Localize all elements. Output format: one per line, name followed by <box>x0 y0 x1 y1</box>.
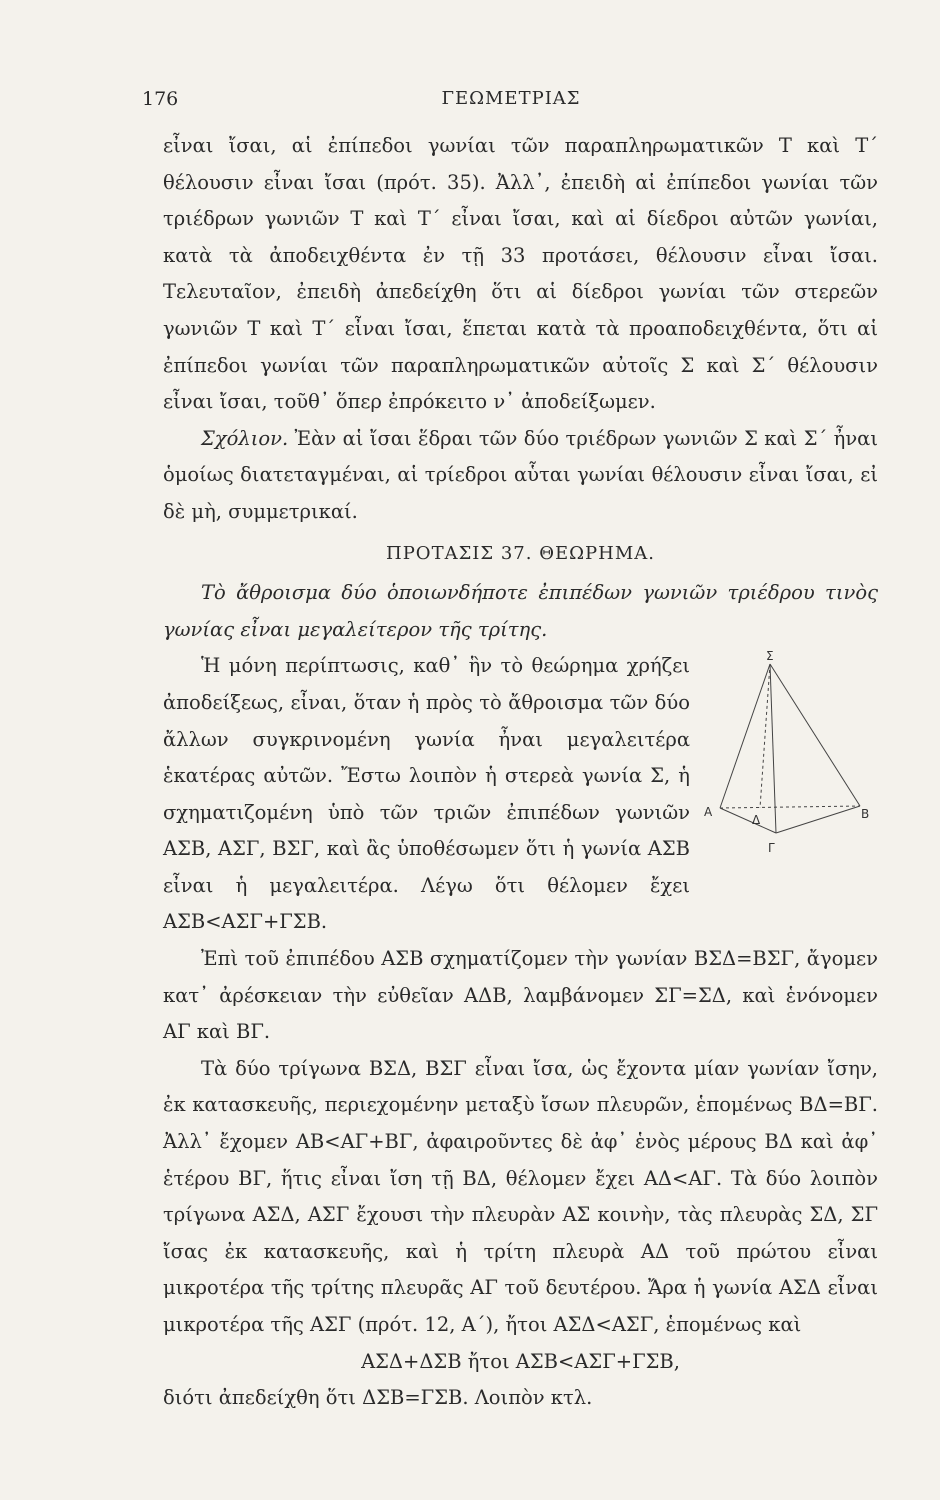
theorem-statement: Τὸ ἄθροισμα δύο ὁποιωνδήποτε ἐπιπέδων γωνιῶν τριέδρου τινὸς γωνίας εἶναι μεγαλείτερον τῆς τρίτης. <box>163 581 878 641</box>
scholion-text: Ἐὰν αἱ ἴσαι ἕδραι τῶν δύο τριέδρων γωνιῶν Σ καὶ Σ΄ ἦναι ὁμοίως διατεταγμέναι, αἱ τρίεδροι αὗται γωνίαι θέλουσιν εἶναι ἴσαι, εἰ δὲ μὴ, συμμετρικαί. <box>163 426 878 523</box>
label-b: Β <box>861 807 870 822</box>
formula-line: ΑΣΔ+ΔΣΒ ἤτοι ΑΣΒ<ΑΣΓ+ΓΣΒ, <box>361 1349 680 1373</box>
scholion-paragraph <box>163 421 878 531</box>
edge-sd <box>760 664 770 808</box>
running-title: ΓΕΩΜΕΤΡΙΑΣ <box>441 88 581 109</box>
scholion-label: Σχόλιον. <box>201 426 289 450</box>
paragraph-proof-conclusion: εἶναι ἴσαι, αἱ ἐπίπεδοι γωνίαι τῶν παραπληρωματικῶν Τ καὶ Τ΄ θέλουσιν εἶναι ἴσαι (πρότ. 35). Ἀλλ᾿, ἐπειδὴ αἱ ἐπίπεδοι γωνίαι τῶν τριέδρων γωνιῶν Τ καὶ Τ΄ εἶναι ἴσαι, καὶ αἱ δίεδροι αὐτῶν γωνίαι, κατὰ τὰ ἀποδειχθέντα ἐν τῇ 33 προτάσει, θέλουσιν εἶναι ἴσαι. Τελευταῖον, ἐπειδὴ ἀπεδείχθη ὅτι αἱ δίεδροι γωνίαι τῶν στερεῶν γωνιῶν Τ καὶ Τ΄ εἶναι ἴσαι, ἕπεται κατὰ τὰ προαποδειχθέντα, ὅτι αἱ ἐπίπεδοι γωνίαι τῶν παραπληρωματικῶν αὐτοῖς Σ καὶ Σ΄ θέλουσιν εἶναι ἴσαι, τοῦθ᾿ ὅπερ ἐπρόκειτο ν᾿ ἀποδείξωμεν. <box>163 134 878 414</box>
label-apex: Σ <box>766 649 774 664</box>
pyramid-figure <box>698 648 878 868</box>
edge-adb <box>720 806 860 808</box>
edge-ag <box>720 808 776 833</box>
body-text <box>163 128 878 1417</box>
pyramid-diagram <box>698 648 878 868</box>
proof-with-figure <box>163 648 878 941</box>
label-a: Α <box>704 805 713 820</box>
edge-sa <box>720 664 770 808</box>
construction-paragraph: Ἐπὶ τοῦ ἐπιπέδου ΑΣΒ σχηματίζομεν τὴν γωνίαν ΒΣΔ=ΒΣΓ, ἄγομεν κατ᾿ ἀρέσκειαν τὴν εὐθεῖαν ΑΔΒ, λαμβάνομεν ΣΓ=ΣΔ, καὶ ἑνόνομεν ΑΓ καὶ ΒΓ. <box>163 947 878 1044</box>
page-header <box>142 88 880 118</box>
proof-paragraph: Τὰ δύο τρίγωνα ΒΣΔ, ΒΣΓ εἶναι ἴσα, ὡς ἔχοντα μίαν γωνίαν ἴσην, ἐκ κατασκευῆς, περιεχομένην μεταξὺ ἴσων πλευρῶν, ἑπομένως ΒΔ=ΒΓ. Ἀλλ᾿ ἔχομεν ΑΒ<ΑΓ+ΒΓ, ἀφαιροῦντες δὲ ἀφ᾿ ἑνὸς μέρους ΒΔ καὶ ἀφ᾿ ἑτέρου ΒΓ, ἥτις εἶναι ἴση τῇ ΒΔ, θέλομεν ἔχει ΑΔ<ΑΓ. Τὰ δύο λοιπὸν τρίγωνα ΑΣΔ, ΑΣΓ ἔχουσι τὴν πλευρὰν ΑΣ κοινὴν, τὰς πλευρὰς ΣΔ, ΣΓ ἴσας ἐκ κατασκευῆς, καὶ ἡ τρίτη πλευρὰ ΑΔ τοῦ πρώτου εἶναι μικροτέρα τῆς τρίτης πλευρᾶς ΑΓ τοῦ δευτέρου. Ἄρα ἡ γωνία ΑΣΔ εἶναι μικροτέρα τῆς ΑΣΓ (πρότ. 12, Α΄), ἤτοι ΑΣΔ<ΑΣΓ, ἑπομένως καὶ <box>163 1056 878 1336</box>
closing-line: διότι ἀπεδείχθη ὅτι ΔΣΒ=ΓΣΒ. Λοιπὸν κτλ. <box>163 1386 593 1410</box>
edge-gb <box>776 806 860 833</box>
page-number: 176 <box>142 88 179 110</box>
edge-sb <box>770 664 860 806</box>
label-d: Δ <box>752 813 761 828</box>
proposition-heading: ΠΡΟΤΑΣΙΣ 37. ΘΕΩΡΗΜΑ. <box>386 542 655 564</box>
label-g: Γ <box>768 841 775 856</box>
proof-setup-paragraph: Ἡ μόνη περίπτωσις, καθ᾿ ἣν τὸ θεώρημα χρήζει ἀποδείξεως, εἶναι, ὅταν ἡ πρὸς τὸ ἄθροισμα τῶν δύο ἄλλων συγκρινομένη γωνία ἦναι μεγαλειτέρα ἑκατέρας αὐτῶν. Ἔστω λοιπὸν ἡ στερεὰ γωνία Σ, ἡ σχηματιζομένη ὑπὸ τῶν τριῶν ἐπιπέδων γωνιῶν ΑΣΒ, ΑΣΓ, ΒΣΓ, καὶ ἂς ὑποθέσωμεν ὅτι ἡ γωνία ΑΣΒ εἶναι ἡ μεγαλειτέρα. Λέγω ὅτι θέλομεν ἔχει ΑΣΒ<ΑΣΓ+ΓΣΒ. <box>163 654 690 934</box>
